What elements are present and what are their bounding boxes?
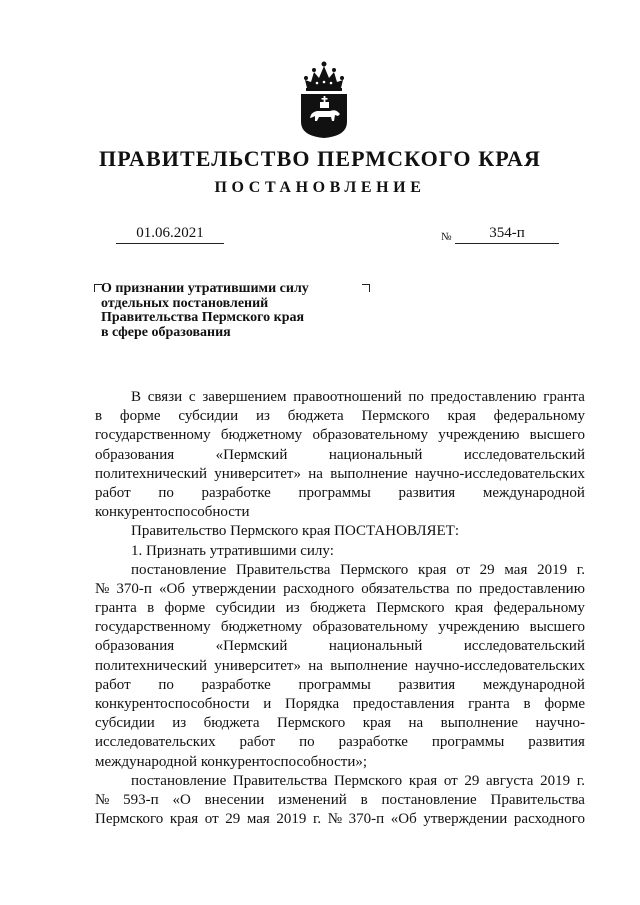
body-word: университет» xyxy=(214,657,301,674)
perm-krai-coat-of-arms-icon xyxy=(297,58,351,140)
body-line xyxy=(95,657,585,676)
body-word: расходного xyxy=(283,580,355,597)
body-line: конкурентоспособности xyxy=(95,504,250,521)
body-word: Пермского xyxy=(361,408,430,425)
body-line xyxy=(95,791,585,810)
body-word: по xyxy=(158,676,174,693)
body-word: г. xyxy=(576,772,585,789)
body-word: по xyxy=(456,580,472,597)
body-word: расходного xyxy=(513,811,585,828)
body-word: мая xyxy=(246,811,270,828)
body-word: исследовательский xyxy=(463,446,585,463)
subject-line: Правительства Пермского края xyxy=(101,310,305,325)
body-word: края xyxy=(418,561,447,578)
body-word: государственному xyxy=(95,427,211,444)
body-word: г. xyxy=(576,561,585,578)
body-word: программы xyxy=(298,676,371,693)
body-line xyxy=(95,426,585,445)
body-word: внесении xyxy=(204,791,265,808)
body-word: края xyxy=(447,408,476,425)
body-word: Правительства xyxy=(235,561,331,578)
body-word: в xyxy=(360,791,368,808)
body-word: 29 xyxy=(479,561,495,578)
body-word: края xyxy=(169,811,199,828)
body-word: федеральному xyxy=(493,600,585,617)
body-word: научно-исследовательских xyxy=(414,465,585,482)
body-word: национальный xyxy=(328,446,423,463)
body-word: на xyxy=(308,657,323,674)
body-word: работ xyxy=(239,734,276,751)
body-word: форме xyxy=(164,600,206,617)
body-word: федеральному xyxy=(493,408,585,425)
body-word: разработке xyxy=(201,484,271,501)
body-word: исследовательский xyxy=(463,638,585,655)
body-word: Пермского xyxy=(277,715,346,732)
body-word: бюджета xyxy=(287,408,344,425)
body-word: утверждении xyxy=(192,580,276,597)
body-word: по xyxy=(299,734,315,751)
body-word: Пермского xyxy=(95,811,164,828)
body-word: августа xyxy=(486,772,534,789)
body-word: развития xyxy=(528,734,585,751)
body-word: 29 xyxy=(225,811,241,828)
body-word: выполнение xyxy=(330,657,408,674)
body-word: развития xyxy=(398,484,456,501)
body-word: изменений xyxy=(278,791,347,808)
body-word: 2019 xyxy=(540,772,571,789)
body-line xyxy=(95,695,585,714)
body-word: высшего xyxy=(529,427,585,444)
body-word: края xyxy=(454,600,484,617)
body-word: Пермского xyxy=(376,600,445,617)
body-word: постановление xyxy=(131,561,227,578)
body-word: субсидии xyxy=(178,408,239,425)
body-word: 593-п xyxy=(123,791,159,808)
body-word: субсидии xyxy=(215,600,276,617)
body-word: научно-исследовательских xyxy=(414,657,585,674)
body-word: государственному xyxy=(95,619,211,636)
body-word: форме xyxy=(119,408,161,425)
body-word: в xyxy=(523,696,531,712)
body-line xyxy=(95,561,585,580)
body-line: международной конкурентоспособности»; xyxy=(95,753,368,770)
body-line xyxy=(95,484,585,503)
body-line xyxy=(95,637,585,656)
body-word: предоставления xyxy=(352,696,455,712)
body-word: «Пермский xyxy=(215,638,288,655)
body-word: международной xyxy=(482,484,585,501)
subject-line: О признании утратившими силу xyxy=(101,281,309,296)
body-line xyxy=(95,465,585,484)
body-word: развития xyxy=(398,676,456,693)
body-word: В xyxy=(131,389,142,405)
body-word: программы xyxy=(431,734,505,751)
body-word: высшего xyxy=(529,619,585,636)
body-word: исследовательских xyxy=(95,734,216,751)
body-line xyxy=(95,810,585,829)
body-word: предоставлению xyxy=(479,580,585,597)
body-word: выполнение xyxy=(330,465,408,482)
body-word: в xyxy=(147,600,155,617)
body-word: «О xyxy=(172,791,191,808)
body-line xyxy=(95,388,585,407)
body-word: по xyxy=(408,389,424,405)
body-word: и xyxy=(263,696,272,712)
body-word: образования xyxy=(95,446,175,463)
body-word: № xyxy=(95,580,110,597)
body-line xyxy=(95,676,585,695)
body-word: Пермского xyxy=(333,772,403,789)
body-word: «Об xyxy=(159,580,185,597)
body-word: по xyxy=(158,484,174,501)
body-word: утверждении xyxy=(423,811,508,828)
body-word: края xyxy=(408,772,438,789)
body-line xyxy=(95,407,585,426)
body-word: субсидии xyxy=(95,715,155,732)
body-word: гранта xyxy=(95,600,137,617)
body-word: в xyxy=(95,408,103,425)
body-line: 1. Признать утратившими силу: xyxy=(131,542,334,559)
body-word: бюджетному xyxy=(220,619,303,636)
body-word: обязательства xyxy=(361,580,450,597)
body-line xyxy=(95,733,585,752)
document-date: 01.06.2021 xyxy=(116,225,224,244)
body-word: международной xyxy=(482,676,585,693)
government-title: ПРАВИТЕЛЬСТВО ПЕРМСКОГО КРАЯ xyxy=(99,146,541,171)
body-word: образовательному xyxy=(312,427,429,444)
body-word: политехнический xyxy=(95,657,207,674)
body-word: работ xyxy=(95,484,131,501)
body-line xyxy=(95,599,585,618)
body-word: гранта xyxy=(468,696,510,712)
body-word: с xyxy=(188,389,196,405)
document-number: 354-п xyxy=(455,225,559,244)
body-word: научно- xyxy=(535,715,585,732)
subject-line: в сфере образования xyxy=(101,324,231,340)
body-word: бюджетному xyxy=(220,427,303,444)
body-word: «Пермский xyxy=(215,446,288,463)
body-word: 2019 xyxy=(276,811,307,828)
body-word: 29 xyxy=(464,772,480,789)
number-label: № xyxy=(441,231,452,243)
body-word: постановление xyxy=(381,791,477,808)
body-word: разработке xyxy=(201,676,271,693)
body-word: из xyxy=(255,408,270,425)
body-word: образовательному xyxy=(312,619,429,636)
body-word: края xyxy=(362,715,392,732)
body-word: предоставлению xyxy=(430,389,537,405)
body-word: учреждению xyxy=(438,619,520,636)
body-line xyxy=(95,772,585,791)
body-word: от xyxy=(456,561,470,578)
body-word: бюджета xyxy=(203,715,260,732)
body-word: на xyxy=(308,465,323,482)
body-word: работ xyxy=(95,676,131,693)
body-word: бюджета xyxy=(310,600,366,617)
body-word: национальный xyxy=(328,638,423,655)
body-word: форме xyxy=(544,696,585,712)
body-word: учреждению xyxy=(438,427,520,444)
body-word: № xyxy=(327,811,343,828)
body-line xyxy=(95,714,585,733)
body-word: Пермского xyxy=(340,561,409,578)
body-word: из xyxy=(285,600,300,617)
body-line xyxy=(95,580,585,599)
body-word: мая xyxy=(504,561,528,578)
body-word: завершением xyxy=(202,389,287,405)
body-word: разработке xyxy=(338,734,408,751)
body-word: Правительства xyxy=(490,791,585,808)
body-word: гранта xyxy=(543,389,585,405)
body-word: Порядка xyxy=(285,696,340,712)
subject-line: отдельных постановлений xyxy=(101,295,269,311)
body-word: политехнический xyxy=(95,465,207,482)
body-line xyxy=(95,618,585,637)
body-word: выполнение xyxy=(440,715,519,732)
body-word: 2019 xyxy=(537,561,568,578)
body-word: университет» xyxy=(214,465,301,482)
body-word: Правительства xyxy=(232,772,328,789)
body-word: образования xyxy=(95,638,175,655)
body-word: 370-п xyxy=(348,811,385,828)
body-word: 370-п xyxy=(116,580,152,597)
document-body xyxy=(95,388,585,829)
document-type: ПОСТАНОВЛЕНИЕ xyxy=(214,179,426,196)
body-word: программы xyxy=(298,484,371,501)
body-word: от xyxy=(204,811,219,828)
body-word: на xyxy=(408,715,424,732)
body-line: Правительство Пермского края ПОСТАНОВЛЯЕТ: xyxy=(131,523,460,540)
document-subject xyxy=(101,282,371,340)
body-word: правоотношений xyxy=(293,389,402,405)
body-word: связи xyxy=(147,389,183,405)
body-word: № xyxy=(95,791,110,808)
body-word: из xyxy=(172,715,187,732)
body-word: конкурентоспособности xyxy=(95,696,250,712)
body-word: постановление xyxy=(131,772,227,789)
body-word: от xyxy=(443,772,458,789)
body-word: «Об xyxy=(390,811,417,828)
body-line xyxy=(95,446,585,465)
body-word: г. xyxy=(312,811,322,828)
